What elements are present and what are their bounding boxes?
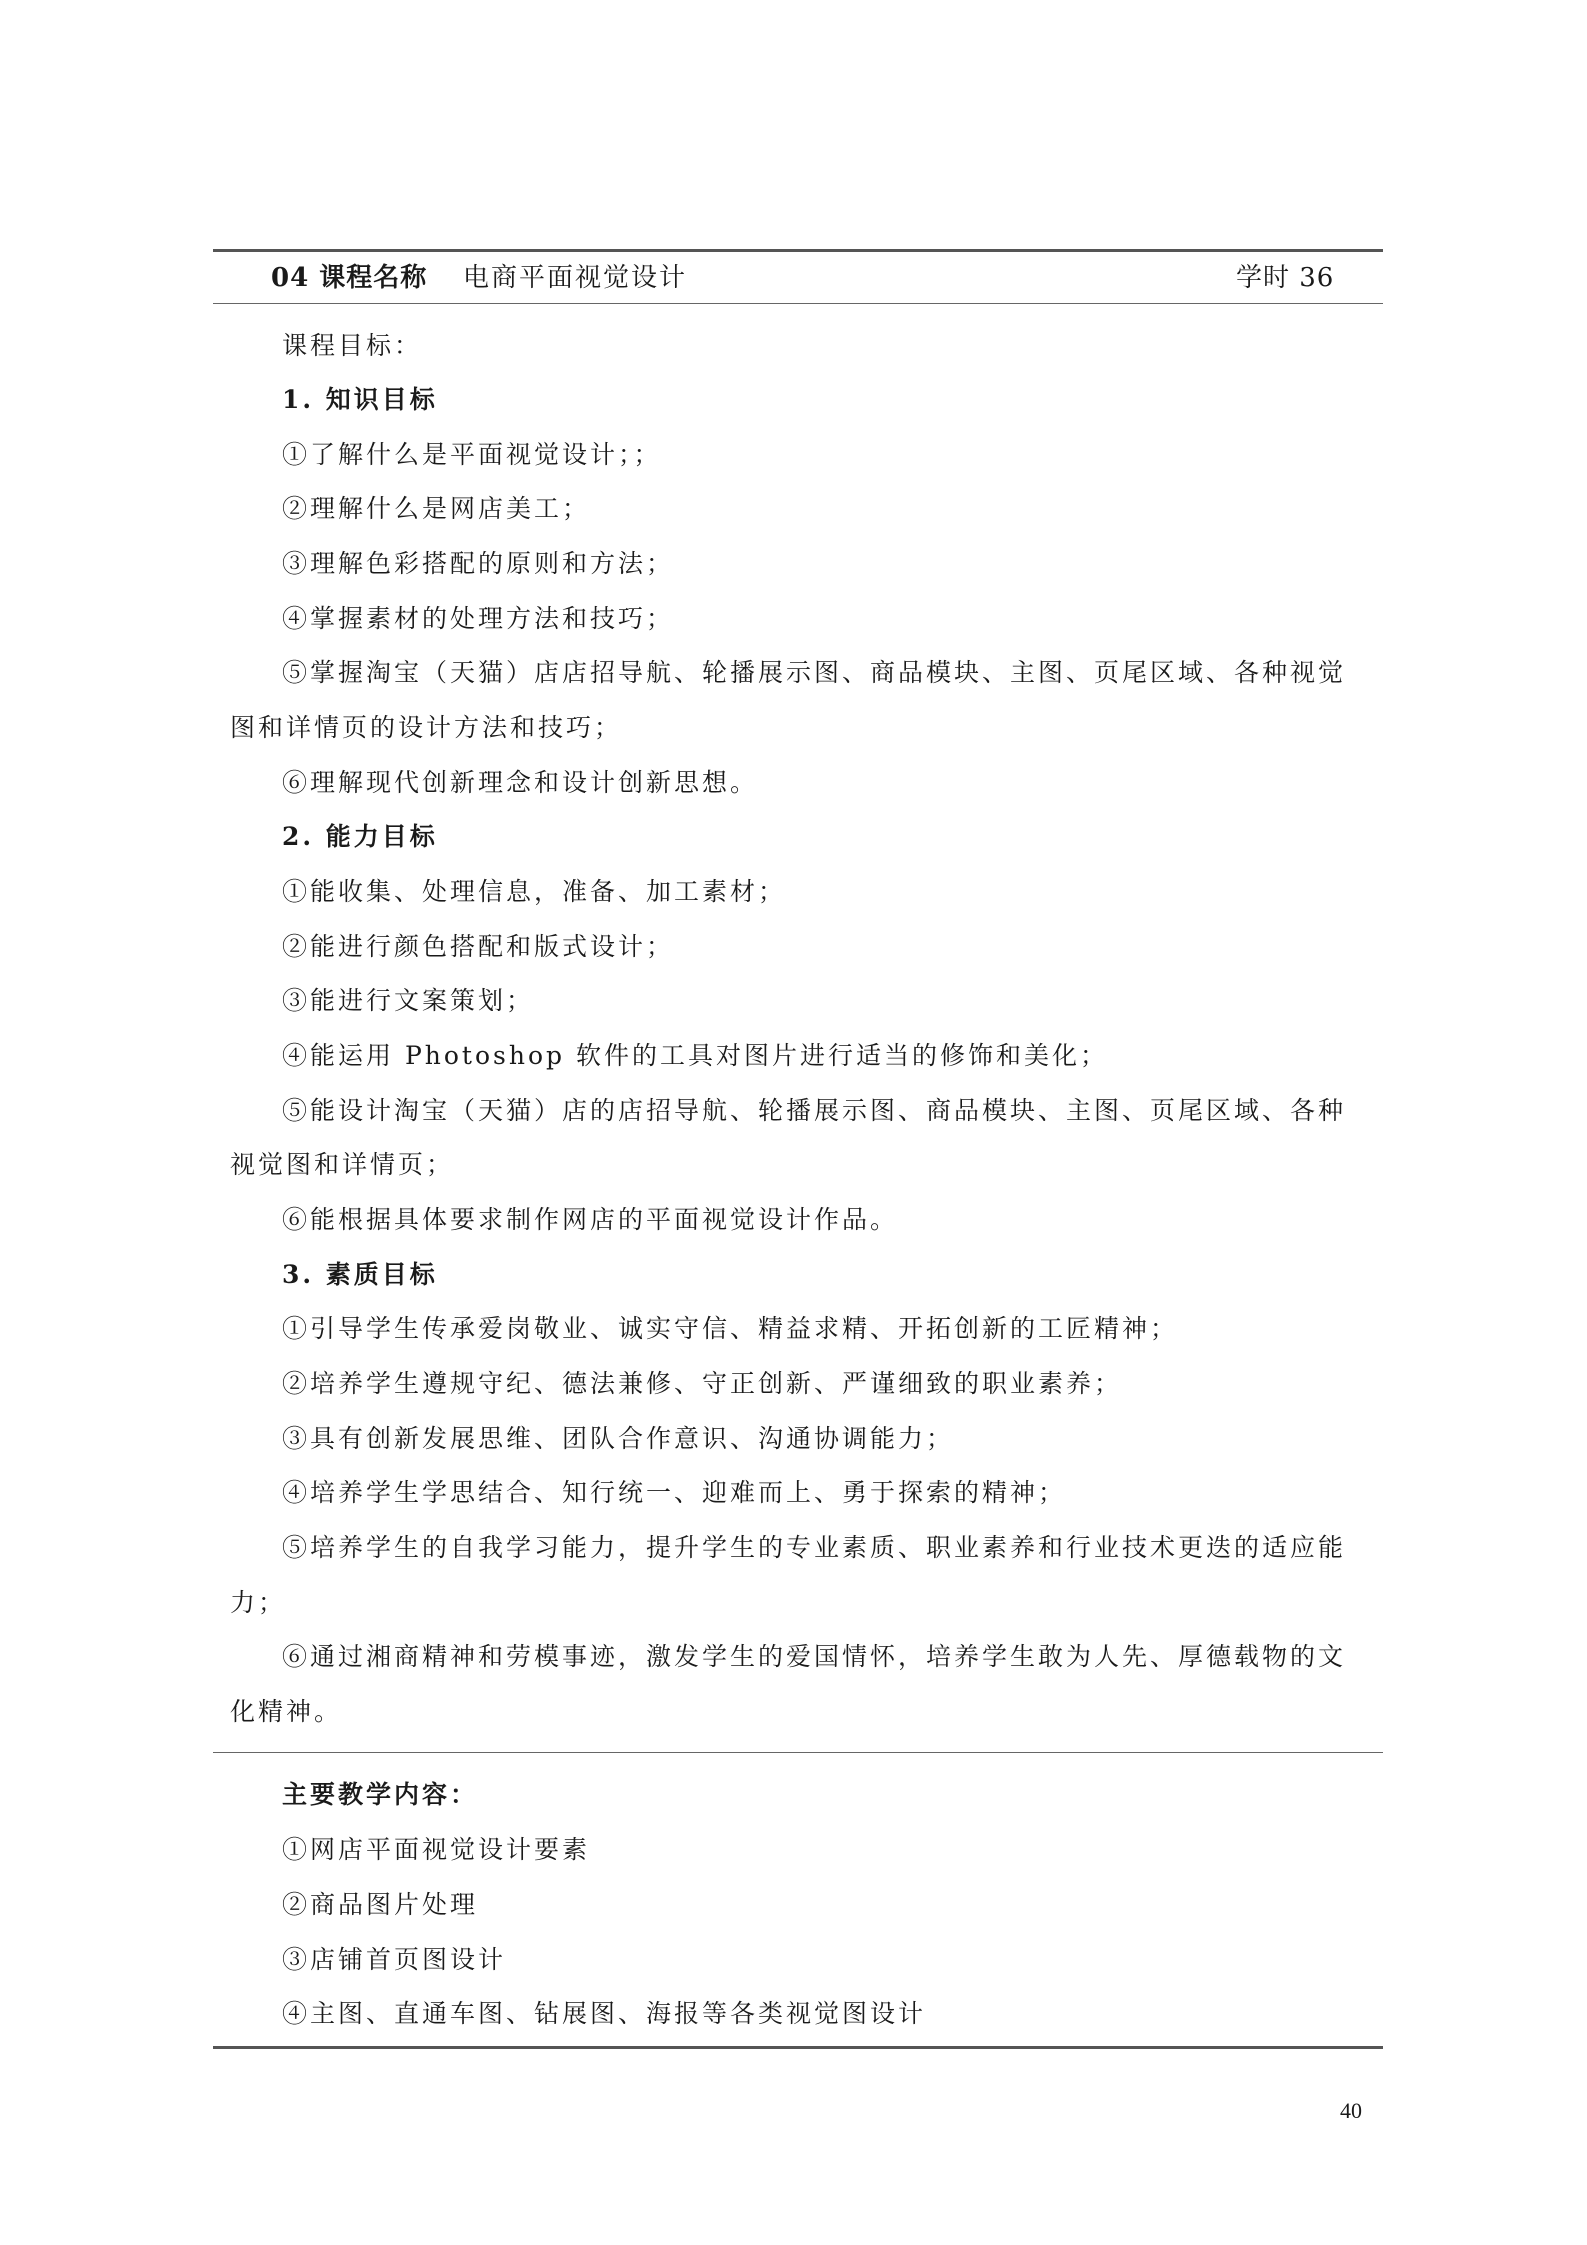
knowledge-item: ④掌握素材的处理方法和技巧； — [282, 604, 675, 633]
quality-item: ④培养学生学思结合、知行统一、迎难而上、勇于探索的精神； — [282, 1478, 1067, 1507]
course-hours: 学时 36 — [1236, 263, 1335, 293]
table-bottom-rule — [213, 2046, 1383, 2049]
page-number: 40 — [1340, 2098, 1362, 2123]
ability-item: ④能运用 Photoshop 软件的工具对图片进行适当的修饰和美化； — [282, 1041, 1108, 1070]
knowledge-title: 1. 知识目标 — [282, 385, 438, 414]
quality-item: ①引导学生传承爱岗敬业、诚实守信、精益求精、开拓创新的工匠精神； — [282, 1314, 1179, 1343]
knowledge-item: ①了解什么是平面视觉设计；； — [282, 440, 662, 469]
knowledge-item: ②理解什么是网店美工； — [282, 494, 591, 523]
course-code-label: 04 课程名称 — [271, 263, 428, 293]
course-name: 电商平面视觉设计 — [463, 263, 688, 293]
teaching-content-item: ④主图、直通车图、钻展图、海报等各类视觉图设计 — [282, 1999, 927, 2028]
quality-title: 3. 素质目标 — [282, 1260, 438, 1289]
ability-item: ⑥能根据具体要求制作网店的平面视觉设计作品。 — [282, 1205, 899, 1234]
quality-item: ③具有创新发展思维、团队合作意识、沟通协调能力； — [282, 1424, 955, 1453]
ability-item-continuation: 视觉图和详情页； — [230, 1150, 455, 1179]
course-header-row — [213, 258, 1383, 298]
ability-item: ①能收集、处理信息，准备、加工素材； — [282, 877, 787, 906]
knowledge-item: ⑥理解现代创新理念和设计创新思想。 — [282, 768, 759, 797]
ability-item: ②能进行颜色搭配和版式设计； — [282, 932, 675, 961]
teaching-content-item: ②商品图片处理 — [282, 1890, 479, 1919]
quality-item: ⑥通过湘商精神和劳模事迹，激发学生的爱国情怀，培养学生敢为人先、厚德载物的文 — [282, 1642, 1347, 1671]
ability-item: ③能进行文案策划； — [282, 986, 535, 1015]
table-top-rule — [213, 249, 1383, 252]
knowledge-item: ③理解色彩搭配的原则和方法； — [282, 549, 675, 578]
objectives-heading: 课程目标： — [282, 331, 423, 360]
quality-item-continuation: 力； — [230, 1588, 287, 1617]
ability-title: 2. 能力目标 — [282, 822, 438, 851]
knowledge-item-continuation: 图和详情页的设计方法和技巧； — [230, 713, 623, 742]
ability-item: ⑤能设计淘宝（天猫）店的店招导航、轮播展示图、商品模块、主图、页尾区域、各种 — [282, 1096, 1347, 1125]
knowledge-item: ⑤掌握淘宝（天猫）店店招导航、轮播展示图、商品模块、主图、页尾区域、各种视觉 — [282, 658, 1347, 687]
header-divider — [213, 303, 1383, 304]
teaching-content-heading: 主要教学内容： — [282, 1780, 479, 1809]
section-divider — [213, 1752, 1383, 1753]
teaching-content-item: ③店铺首页图设计 — [282, 1945, 507, 1974]
quality-item: ②培养学生遵规守纪、德法兼修、守正创新、严谨细致的职业素养； — [282, 1369, 1123, 1398]
teaching-content-item: ①网店平面视觉设计要素 — [282, 1835, 591, 1864]
quality-item: ⑤培养学生的自我学习能力，提升学生的专业素质、职业素养和行业技术更迭的适应能 — [282, 1533, 1347, 1562]
quality-item-continuation: 化精神。 — [230, 1697, 343, 1726]
